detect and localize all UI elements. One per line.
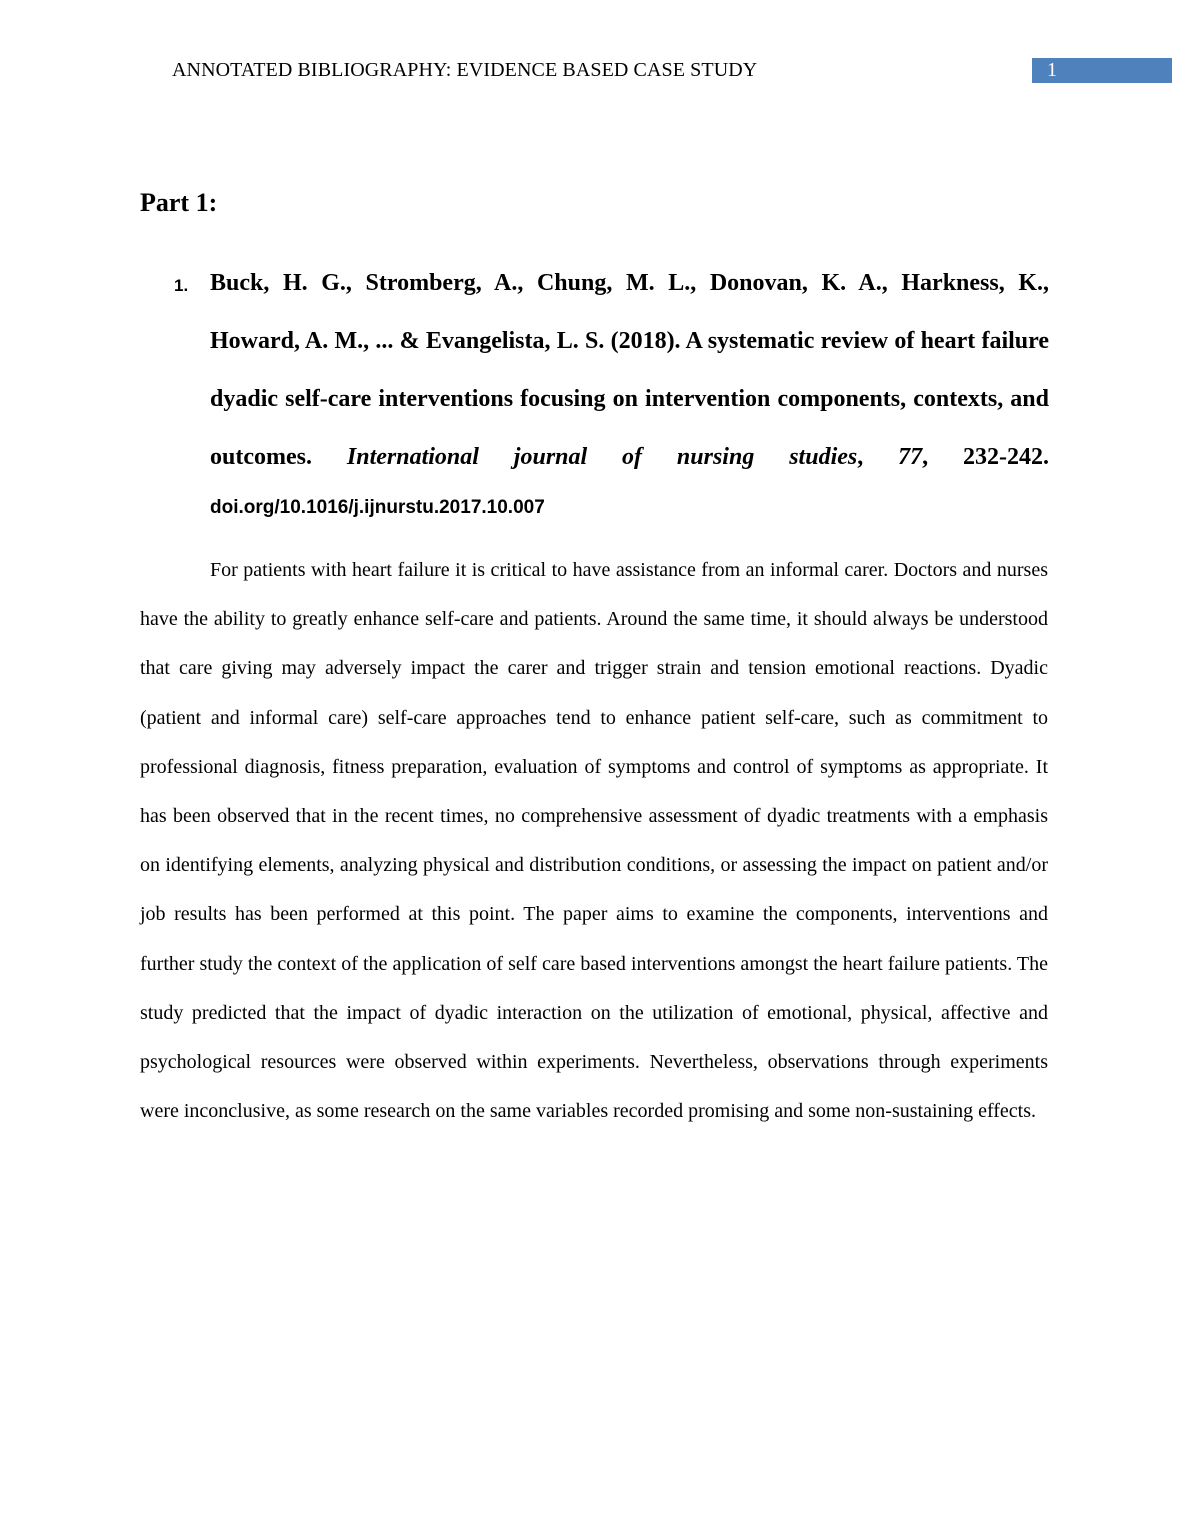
- reference-number: 1.: [174, 276, 189, 295]
- reference-pages: , 232-242.: [922, 444, 1050, 470]
- running-head: ANNOTATED BIBLIOGRAPHY: EVIDENCE BASED CASE STUDY: [172, 59, 758, 81]
- annotation-paragraph: For patients with heart failure it is critical to have assistance from an informal carer. Doctors and nurses have the ability to greatly enhance self-care and patients. Around the same time, it should always be understood that care giving may adversely impact the carer and trigger strain and tension emotional reactions. Dyadic (patient and informal care) self-care approaches tend to enhance patient self-care, such as commitment to professional diagnosis, fitness preparation, evaluation of symptoms and control of symptoms as appropriate. It has been observed that in the recent times, no comprehensive assessment of dyadic treatments with a emphasis on identifying elements, analyzing physical and distribution conditions, or assessing the impact on patient and/or job results has been performed at this point. The paper aims to examine the components, interventions and further study the context of the application of self care based interventions amongst the heart failure patients. The study predicted that the impact of dyadic interaction on the utilization of emotional, physical, affective and psychological resources were observed within experiments. Nevertheless, observations through experiments were inconclusive, as some research on the same variables recorded promising and some non-sustaining effects.: [140, 559, 1048, 1123]
- reference-volume: 77: [898, 444, 923, 470]
- section-heading: Part 1:: [140, 188, 218, 217]
- reference-journal: International journal of nursing studies: [346, 444, 858, 470]
- page-number: 1: [1032, 58, 1172, 83]
- reference-authors-title: Buck, H. G., Stromberg, A., Chung, M. L., Donovan, K. A., Harkness, K., Howard, A. M., ... & Evangelista, L. S. (2018). A systematic review of heart failure dyadic self-care interventions focusing on intervention components, contexts, and outcomes.: [210, 270, 1049, 470]
- reference-doi: doi.org/10.1016/j.ijnurstu.2017.10.007: [210, 497, 545, 518]
- reference-citation: [210, 254, 1049, 486]
- reference-separator: ,: [857, 444, 864, 470]
